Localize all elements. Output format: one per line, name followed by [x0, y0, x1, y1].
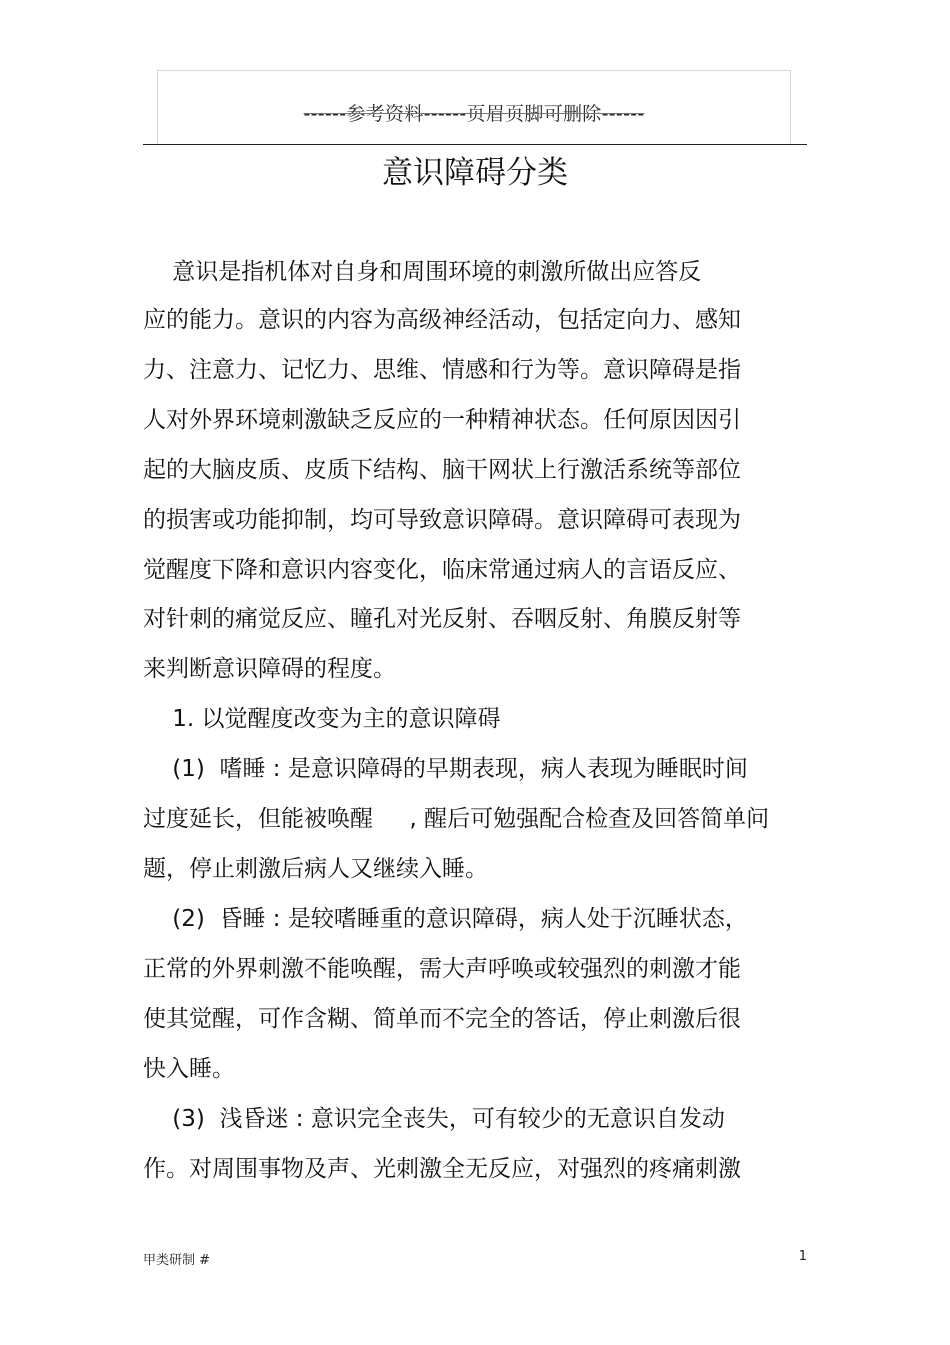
page-header [157, 70, 791, 144]
body-line: 应的能力。意识的内容为高级神经活动，包括定向力、感知 [143, 307, 741, 333]
body-line: 觉醒度下降和意识内容变化，临床常通过病人的言语反应、 [143, 557, 741, 583]
body-line: 过度延长，但能被唤醒 , 醒后可勉强配合检查及回答简单问 [143, 806, 770, 832]
body-line: 快入睡。 [143, 1056, 235, 1082]
page-number: 1 [798, 1249, 807, 1264]
section-heading: 1. 以觉醒度改变为主的意识障碍 [143, 706, 501, 732]
footer-text: 甲类研制 # [143, 1253, 211, 1268]
body-line: (3) 浅昏迷 : 意识完全丧失，可有较少的无意识自发动 [143, 1106, 725, 1132]
body-line: 的损害或功能抑制，均可导致意识障碍。意识障碍可表现为 [143, 507, 741, 533]
body-line: (1) 嗜睡 : 是意识障碍的早期表现，病人表现为睡眠时间 [143, 756, 748, 782]
header-divider [143, 144, 807, 145]
body-line: 题，停止刺激后病人又继续入睡。 [143, 856, 488, 882]
body-line: 使其觉醒，可作含糊、简单而不完全的答话，停止刺激后很 [143, 1006, 741, 1032]
body-line: 人对外界环境刺激缺乏反应的一种精神状态。任何原因因引 [143, 407, 741, 433]
body-line: 正常的外界刺激不能唤醒，需大声呼唤或较强烈的刺激才能 [143, 956, 741, 982]
body-line: 来判断意识障碍的程度。 [143, 656, 396, 682]
body-line: 力、注意力、记忆力、思维、情感和行为等。意识障碍是指 [143, 357, 741, 383]
body-line: (2) 昏睡 : 是较嗜睡重的意识障碍，病人处于沉睡状态， [143, 906, 748, 932]
body-line: 作。对周围事物及声、光刺激全无反应，对强烈的疼痛刺激 [143, 1156, 741, 1182]
document-title: 意识障碍分类 [382, 155, 568, 191]
header-text: ------参考资料------页眉页脚可删除------ [303, 103, 645, 125]
body-line: 意识是指机体对自身和周围环境的刺激所做出应答反 [143, 259, 702, 285]
body-line: 对针刺的痛觉反应、瞳孔对光反射、吞咽反射、角膜反射等 [143, 606, 741, 632]
body-line: 起的大脑皮质、皮质下结构、脑干网状上行激活系统等部位 [143, 457, 741, 483]
